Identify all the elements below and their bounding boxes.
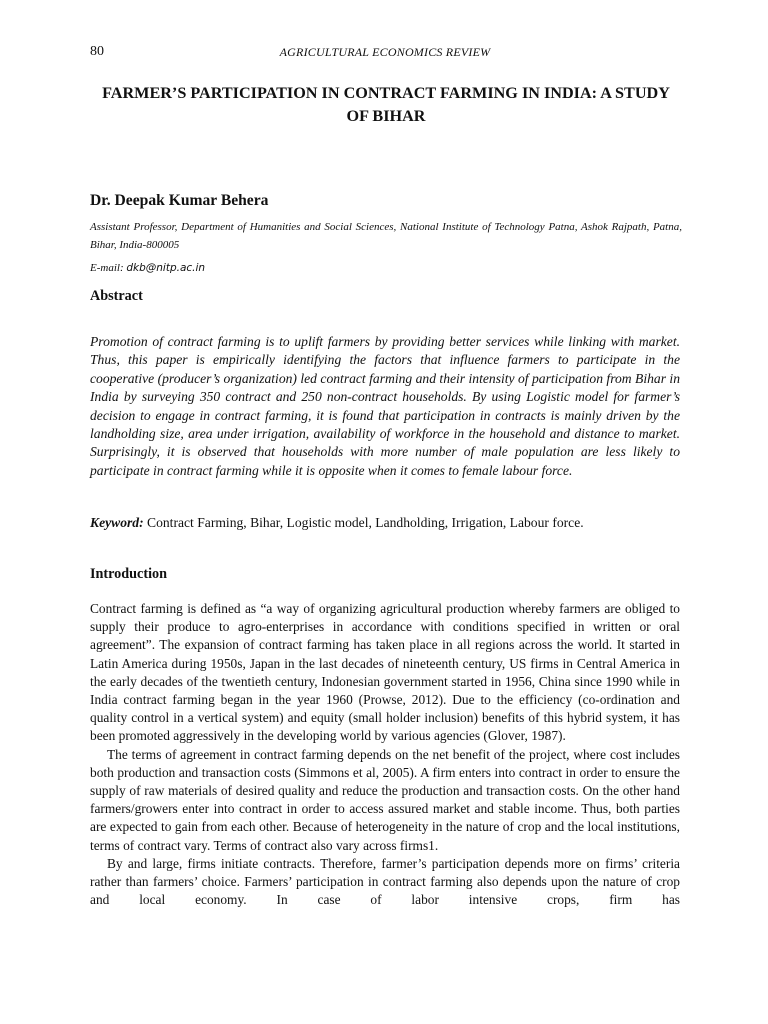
abstract-text: Promotion of contract farming is to uplift farmers by providing better services while linking with market. Thus, this paper is empirically identifying the factors that influence farmers to participate in the cooperative (producer’s organization) led contract farming and their intensity of participation from Bihar in India by surveying 350 contract and 250 non-contract households. By using Logistic model for farmer’s decision to engage in contract farming, it is found that participation in contracts is mainly driven by the landholding size, area under irrigation, availability of workforce in the household and distance to market. Surprisingly, it is observed that households with more number of male population are less likely to participate in contract farming while it is opposite when it comes to female labour force.	[90, 334, 680, 478]
body-paragraph: By and large, firms initiate contracts. Therefore, farmer’s participation depends more on firms’ criteria rather than farmers’ choice. Farmers’ participation in contract farming also depends upon the nature of crop and local economy. In case of labor intensive crops, firm has	[90, 855, 680, 908]
author-name: Dr. Deepak Kumar Behera	[90, 192, 269, 209]
keywords-line	[90, 514, 686, 532]
author-email	[90, 262, 205, 274]
body-paragraph: Contract farming is defined as “a way of organizing agricultural production whereby farmers are obliged to supply their produce to agro-enterprises in accordance with conditions specified in written or oral agreement”. The expansion of contract farming has taken place in all regions across the world. It started in Latin America during 1950s, Japan in the last decades of nineteenth century, US firms in Central America in the early decades of the twentieth century, Indonesian government started in 1956, China since 1990 while in India contract farming began in the year 1960 (Prowse, 2012). Due to the efficiency (co-ordination and quality control in a vertical system) and equity (small holder inclusion) benefits of this hybrid system, it has been promoted aggressively in the developing world by various agencies (Glover, 1987).	[90, 601, 680, 744]
email-address: dkb@nitp.ac.in	[126, 262, 206, 274]
journal-name: AGRICULTURAL ECONOMICS REVIEW	[279, 45, 491, 59]
abstract-heading: Abstract	[90, 288, 143, 304]
article-title: FARMER’S PARTICIPATION IN CONTRACT FARMING IN INDIA: A STUDY OF BIHAR	[102, 84, 670, 125]
body-paragraph: The terms of agreement in contract farming depends on the net benefit of the project, where cost includes both production and transaction costs (Simmons et al, 2005). A firm enters into contract in order to ensure the supply of raw materials of desired quality and reduce the production and transaction costs. On the other hand farmers/growers enter into contract in order to access assured market and stable income. Thus, both parties are expected to gain from each other. Because of heterogeneity in the nature of crop and the local institutions, terms of contract vary. Terms of contract also vary across firms1.	[90, 746, 680, 853]
running-head	[90, 44, 680, 66]
keywords-label: Keyword:	[90, 515, 144, 530]
keywords-list: Contract Farming, Bihar, Logistic model, Landholding, Irrigation, Labour force.	[143, 515, 584, 530]
introduction-body	[90, 600, 680, 909]
author-affiliation: Assistant Professor, Department of Humanities and Social Sciences, National Institute of Technology Patna, Ashok Rajpath, Patna, Bihar, India-800005	[90, 221, 682, 251]
email-label: E-mail:	[90, 262, 127, 274]
page-number: 80	[90, 44, 104, 59]
introduction-heading: Introduction	[90, 566, 167, 582]
